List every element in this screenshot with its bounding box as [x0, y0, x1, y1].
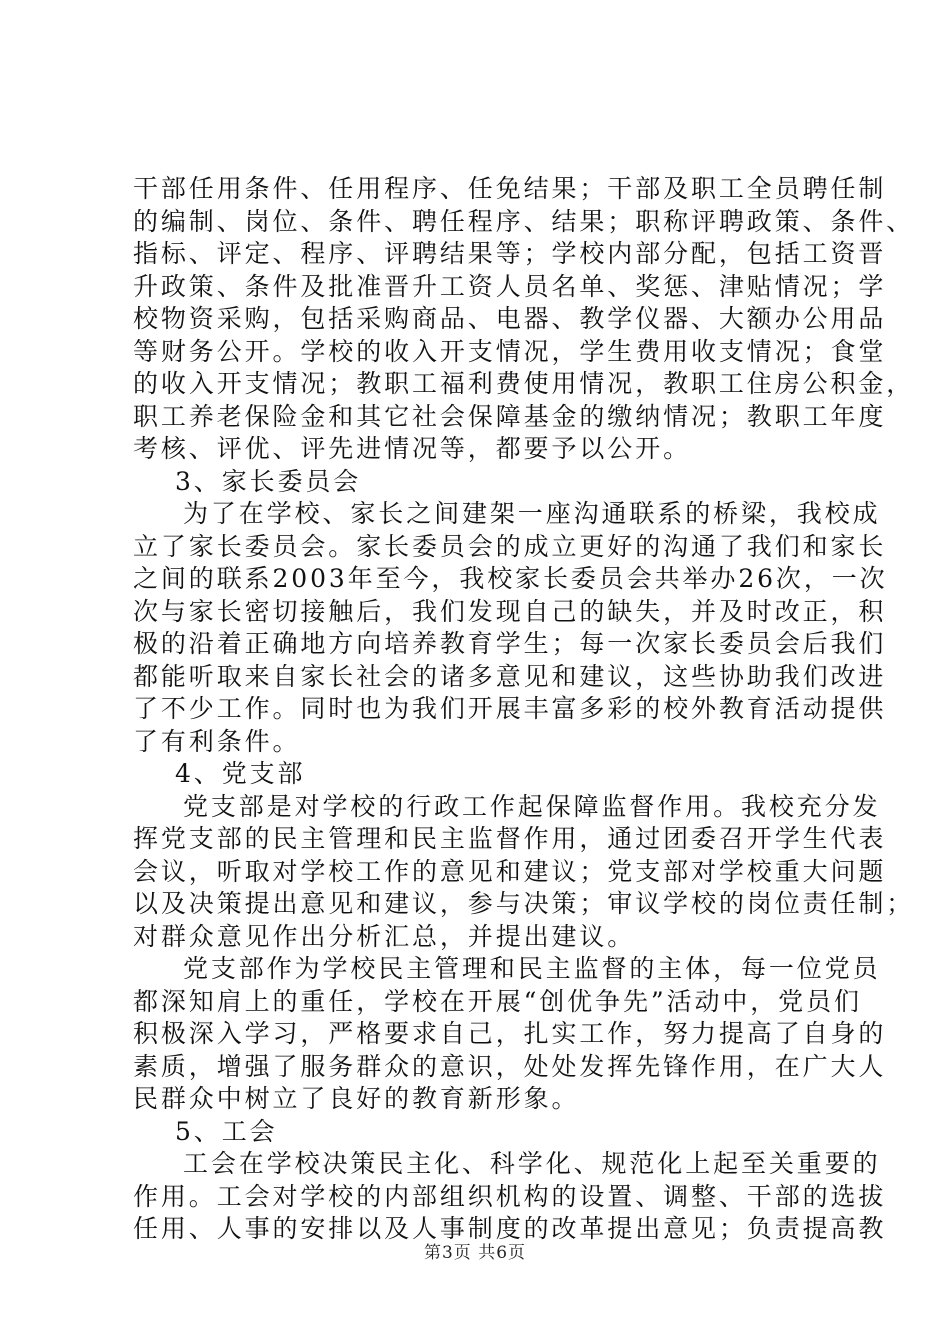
body-line: 之间的联系2003年至今，我校家长委员会共举办26次，一次	[133, 564, 888, 593]
body-line: 党支部是对学校的行政工作起保障监督作用。我校充分发	[183, 791, 881, 821]
body-line: 了不少工作。同时也为我们开展丰富多彩的校外教育活动提供	[133, 694, 887, 723]
body-line: 指标、评定、程序、评聘结果等；学校内部分配，包括工资晋	[133, 239, 887, 268]
body-line: 挥党支部的民主管理和民主监督作用，通过团委召开学生代表	[133, 824, 887, 853]
body-line: 素质，增强了服务群众的意识，处处发挥先锋作用，在广大人	[133, 1051, 887, 1081]
body-line: 以及决策提出意见和建议，参与决策；审议学校的岗位责任制；	[133, 889, 915, 918]
body-line: 干部任用条件、任用程序、任免结果；干部及职工全员聘任制	[133, 174, 887, 203]
body-line: 对群众意见作出分析汇总，并提出建议。	[133, 921, 636, 951]
body-line: 积极深入学习，严格要求自己，扎实工作，努力提高了自身的	[133, 1019, 887, 1048]
body-line: 升政策、条件及批准晋升工资人员名单、奖惩、津贴情况；学	[133, 271, 887, 301]
body-line: 了有利条件。	[133, 726, 301, 756]
body-line: 的收入开支情况；教职工福利费使用情况，教职工住房公积金，	[133, 369, 915, 398]
body-line: 任用、人事的安排以及人事制度的改革提出意见；负责提高教	[133, 1214, 887, 1243]
body-line: 都深知肩上的重任，学校在开展“创优争先”活动中，党员们	[133, 986, 862, 1016]
body-line: 为了在学校、家长之间建架一座沟通联系的桥梁，我校成	[183, 499, 881, 528]
section-heading-labor-union: 5、工会	[175, 1116, 278, 1146]
body-line: 校物资采购，包括采购商品、电器、教学仪器、大额办公用品	[133, 304, 887, 333]
body-line: 都能听取来自家长社会的诸多意见和建议，这些协助我们改进	[133, 661, 887, 691]
document-body	[133, 173, 915, 1246]
body-line: 极的沿着正确地方向培养教育学生；每一次家长委员会后我们	[133, 629, 887, 658]
section-heading-party-branch: 4、党支部	[175, 759, 306, 788]
body-line: 作用。工会对学校的内部组织机构的设置、调整、干部的选拔	[133, 1181, 887, 1211]
body-line: 工会在学校决策民主化、科学化、规范化上起至关重要的	[183, 1149, 881, 1178]
body-line: 次与家长密切接触后，我们发现自己的缺失，并及时改正，积	[133, 596, 887, 626]
section-heading-parent-committee: 3、家长委员会	[175, 466, 362, 496]
body-line: 考核、评优、评先进情况等，都要予以公开。	[133, 434, 692, 463]
body-line: 会议，听取对学校工作的意见和建议；党支部对学校重大问题	[133, 856, 887, 886]
body-line: 职工养老保险金和其它社会保障基金的缴纳情况；教职工年度	[133, 401, 887, 431]
body-line: 的编制、岗位、条件、聘任程序、结果；职称评聘政策、条件、	[133, 206, 915, 236]
page-number-footer: 第3页 共6页	[423, 1243, 527, 1263]
body-line: 立了家长委员会。家长委员会的成立更好的沟通了我们和家长	[133, 531, 887, 561]
body-line: 民群众中树立了良好的教育新形象。	[133, 1084, 580, 1113]
body-line: 党支部作为学校民主管理和民主监督的主体，每一位党员	[183, 954, 881, 983]
body-line: 等财务公开。学校的收入开支情况，学生费用收支情况；食堂	[133, 336, 887, 366]
